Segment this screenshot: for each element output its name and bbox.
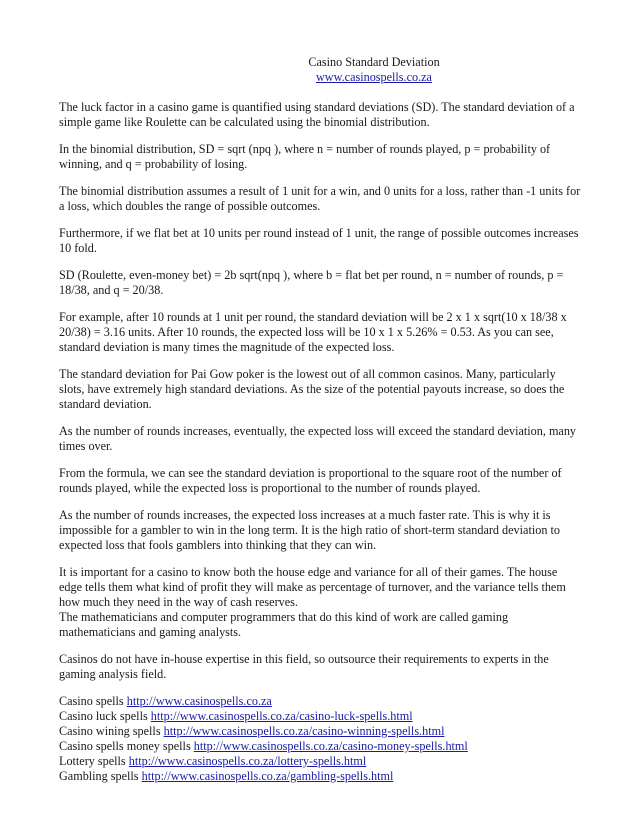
list-item: Casino luck spells http://www.casinospells.co.za/casino-luck-spells.html xyxy=(59,709,413,723)
paragraph-roulette-formula: SD (Roulette, even-money bet) = 2b sqrt(npq ), where b = flat bet per round, n = number of rounds, p = 18/38, and q = 20/38. xyxy=(59,268,564,297)
link-casino-winning-spells[interactable]: http://www.casinospells.co.za/casino-winning-spells.html xyxy=(163,724,445,738)
paragraph-rounds-increase: As the number of rounds increases, eventually, the expected loss will exceed the standard deviation, many times over. xyxy=(59,424,577,453)
document-page xyxy=(59,55,581,784)
list-item: Casino spells http://www.casinospells.co.za xyxy=(59,694,272,708)
paragraph-formula-proportion: From the formula, we can see the standard deviation is proportional to the square root of the number of rounds played, while the expected loss is proportional to the number of rounds played. xyxy=(59,466,562,495)
link-casino-money-spells[interactable]: http://www.casinospells.co.za/casino-money-spells.html xyxy=(193,739,468,753)
paragraph-example: For example, after 10 rounds at 1 unit per round, the standard deviation will be 2 x 1 x sqrt(10 x 18/38 x 20/38) = 3.16 units. After 10 rounds, the expected loss will be 10 x 1 x 5.26% = 0.53. As you can see, standard deviation is many times the magnitude of the expected loss. xyxy=(59,310,567,354)
header-link[interactable]: www.casinospells.co.za xyxy=(316,70,432,84)
page-title: Casino Standard Deviation xyxy=(308,55,440,69)
list-item: Lottery spells http://www.casinospells.co.za/lottery-spells.html xyxy=(59,754,367,768)
paragraph-pai-gow: The standard deviation for Pai Gow poker is the lowest out of all common casinos. Many, particularly slots, have extremely high standard deviations. As the size of the potential payouts increase, so does the standard deviation. xyxy=(59,367,565,411)
link-lottery-spells[interactable]: http://www.casinospells.co.za/lottery-spells.html xyxy=(128,754,367,768)
title-block xyxy=(167,55,581,85)
link-casino-luck-spells[interactable]: http://www.casinospells.co.za/casino-luck-spells.html xyxy=(150,709,413,723)
list-item: Gambling spells http://www.casinospells.co.za/gambling-spells.html xyxy=(59,769,394,783)
link-list xyxy=(59,694,581,784)
link-casino-spells[interactable]: http://www.casinospells.co.za xyxy=(126,694,272,708)
paragraph-faster-rate: As the number of rounds increases, the expected loss increases at a much faster rate. This is why it is impossible for a gambler to win in the long term. It is the high ratio of short-term standard deviation to expected loss that fools gamblers into thinking that they can win. xyxy=(59,508,560,552)
list-item: Casino wining spells http://www.casinospells.co.za/casino-winning-spells.html xyxy=(59,724,445,738)
paragraph-house-edge: It is important for a casino to know both the house edge and variance for all of their games. The house edge tells them what kind of profit they will make as percentage of turnover, and the variance tells them how much they need in the way of cash reserves. xyxy=(59,565,566,609)
paragraph-mathematicians: The mathematicians and computer programmers that do this kind of work are called gaming mathematicians and gaming analysts. xyxy=(59,610,509,639)
paragraph-intro: The luck factor in a casino game is quantified using standard deviations (SD). The standard deviation of a simple game like Roulette can be calculated using the binomial distribution. xyxy=(59,100,575,129)
paragraph-binomial-assumption: The binomial distribution assumes a result of 1 unit for a win, and 0 units for a loss, rather than -1 units for a loss, which doubles the range of possible outcomes. xyxy=(59,184,581,213)
paragraph-binomial: In the binomial distribution, SD = sqrt (npq ), where n = number of rounds played, p = probability of winning, and q = probability of losing. xyxy=(59,142,551,171)
paragraph-outsource: Casinos do not have in-house expertise in this field, so outsource their requirements to experts in the gaming analysis field. xyxy=(59,652,549,681)
list-item: Casino spells money spells http://www.casinospells.co.za/casino-money-spells.html xyxy=(59,739,468,753)
link-gambling-spells[interactable]: http://www.casinospells.co.za/gambling-spells.html xyxy=(141,769,394,783)
paragraph-flat-bet: Furthermore, if we flat bet at 10 units per round instead of 1 unit, the range of possible outcomes increases 10 fold. xyxy=(59,226,579,255)
